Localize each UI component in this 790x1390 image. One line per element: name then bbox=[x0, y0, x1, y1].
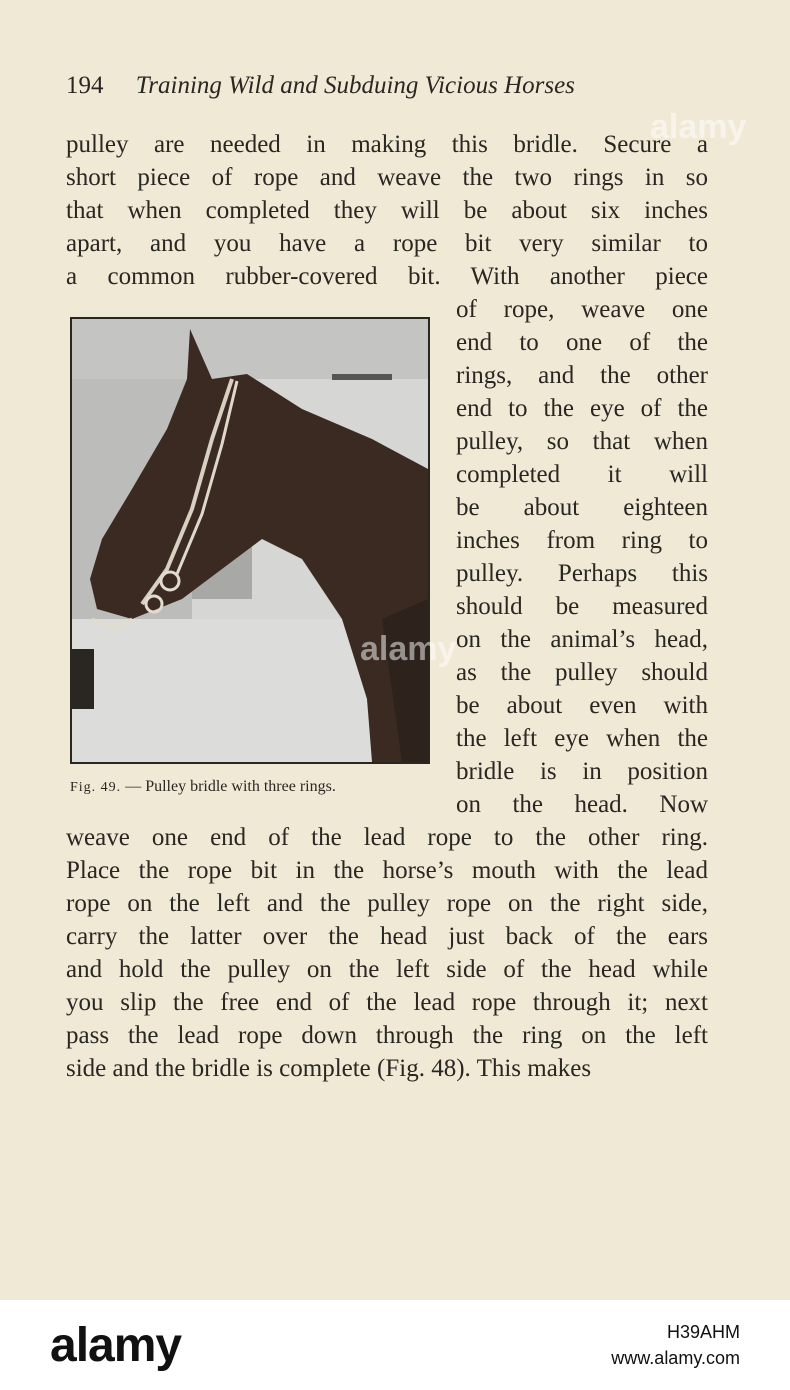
text-line: side and the bridle is complete (Fig. 48). This makes bbox=[66, 1055, 592, 1082]
watermark-overlay: alamy bbox=[360, 630, 457, 668]
figure-label: Fig. 49. bbox=[70, 780, 122, 795]
text-line: pulley, so that when bbox=[456, 428, 708, 455]
text-line: inches from ring to bbox=[456, 527, 708, 554]
figure-caption bbox=[70, 778, 336, 796]
text-line: and hold the pulley on the left side of the head while bbox=[66, 956, 708, 983]
text-line: on the animal’s head, bbox=[456, 626, 708, 653]
text-line: as the pulley should bbox=[456, 659, 708, 686]
text-line: pass the lead rope down through the ring on the left bbox=[66, 1022, 708, 1049]
text-line: the left eye when the bbox=[456, 725, 708, 752]
figure-photo bbox=[70, 317, 430, 764]
text-line: be about eighteen bbox=[456, 494, 708, 521]
figure-caption-text: — Pulley bridle with three rings. bbox=[121, 778, 336, 795]
text-line: apart, and you have a rope bit very similar to bbox=[66, 230, 708, 257]
text-line: should be measured bbox=[456, 593, 708, 620]
text-line: be about even with bbox=[456, 692, 708, 719]
text-line: bridle is in position bbox=[456, 758, 708, 785]
text-line: Place the rope bit in the horse’s mouth with the lead bbox=[66, 857, 708, 884]
text-line: pulley. Perhaps this bbox=[456, 560, 708, 587]
text-line: pulley are needed in making this bridle. Secure a bbox=[66, 131, 708, 158]
page-header bbox=[66, 72, 575, 100]
text-line: carry the latter over the head just back of the ears bbox=[66, 923, 708, 950]
text-line: of rope, weave one bbox=[456, 296, 708, 323]
text-line: end to one of the bbox=[456, 329, 708, 356]
text-line: end to the eye of the bbox=[456, 395, 708, 422]
site-url: www.alamy.com bbox=[611, 1348, 740, 1368]
page-number: 194 bbox=[66, 72, 104, 99]
running-title: Training Wild and Subduing Vicious Horses bbox=[135, 72, 575, 99]
text-line: a common rubber-covered bit. With another piece bbox=[66, 263, 708, 290]
text-line: that when completed they will be about six inches bbox=[66, 197, 708, 224]
text-line: rings, and the other bbox=[456, 362, 708, 389]
horse-photo-illustration bbox=[72, 319, 428, 762]
text-line: on the head. Now bbox=[456, 791, 708, 818]
text-line: completed it will bbox=[456, 461, 708, 488]
text-line: you slip the free end of the lead rope through it; next bbox=[66, 989, 708, 1016]
watermark-overlay: alamy bbox=[650, 108, 747, 146]
text-line: short piece of rope and weave the two rings in so bbox=[66, 164, 708, 191]
text-line: weave one end of the lead rope to the other ring. bbox=[66, 824, 708, 851]
image-id: H39AHM bbox=[666, 1322, 740, 1342]
text-line: rope on the left and the pulley rope on the right side, bbox=[66, 890, 708, 917]
alamy-logo: alamy bbox=[50, 1319, 182, 1372]
